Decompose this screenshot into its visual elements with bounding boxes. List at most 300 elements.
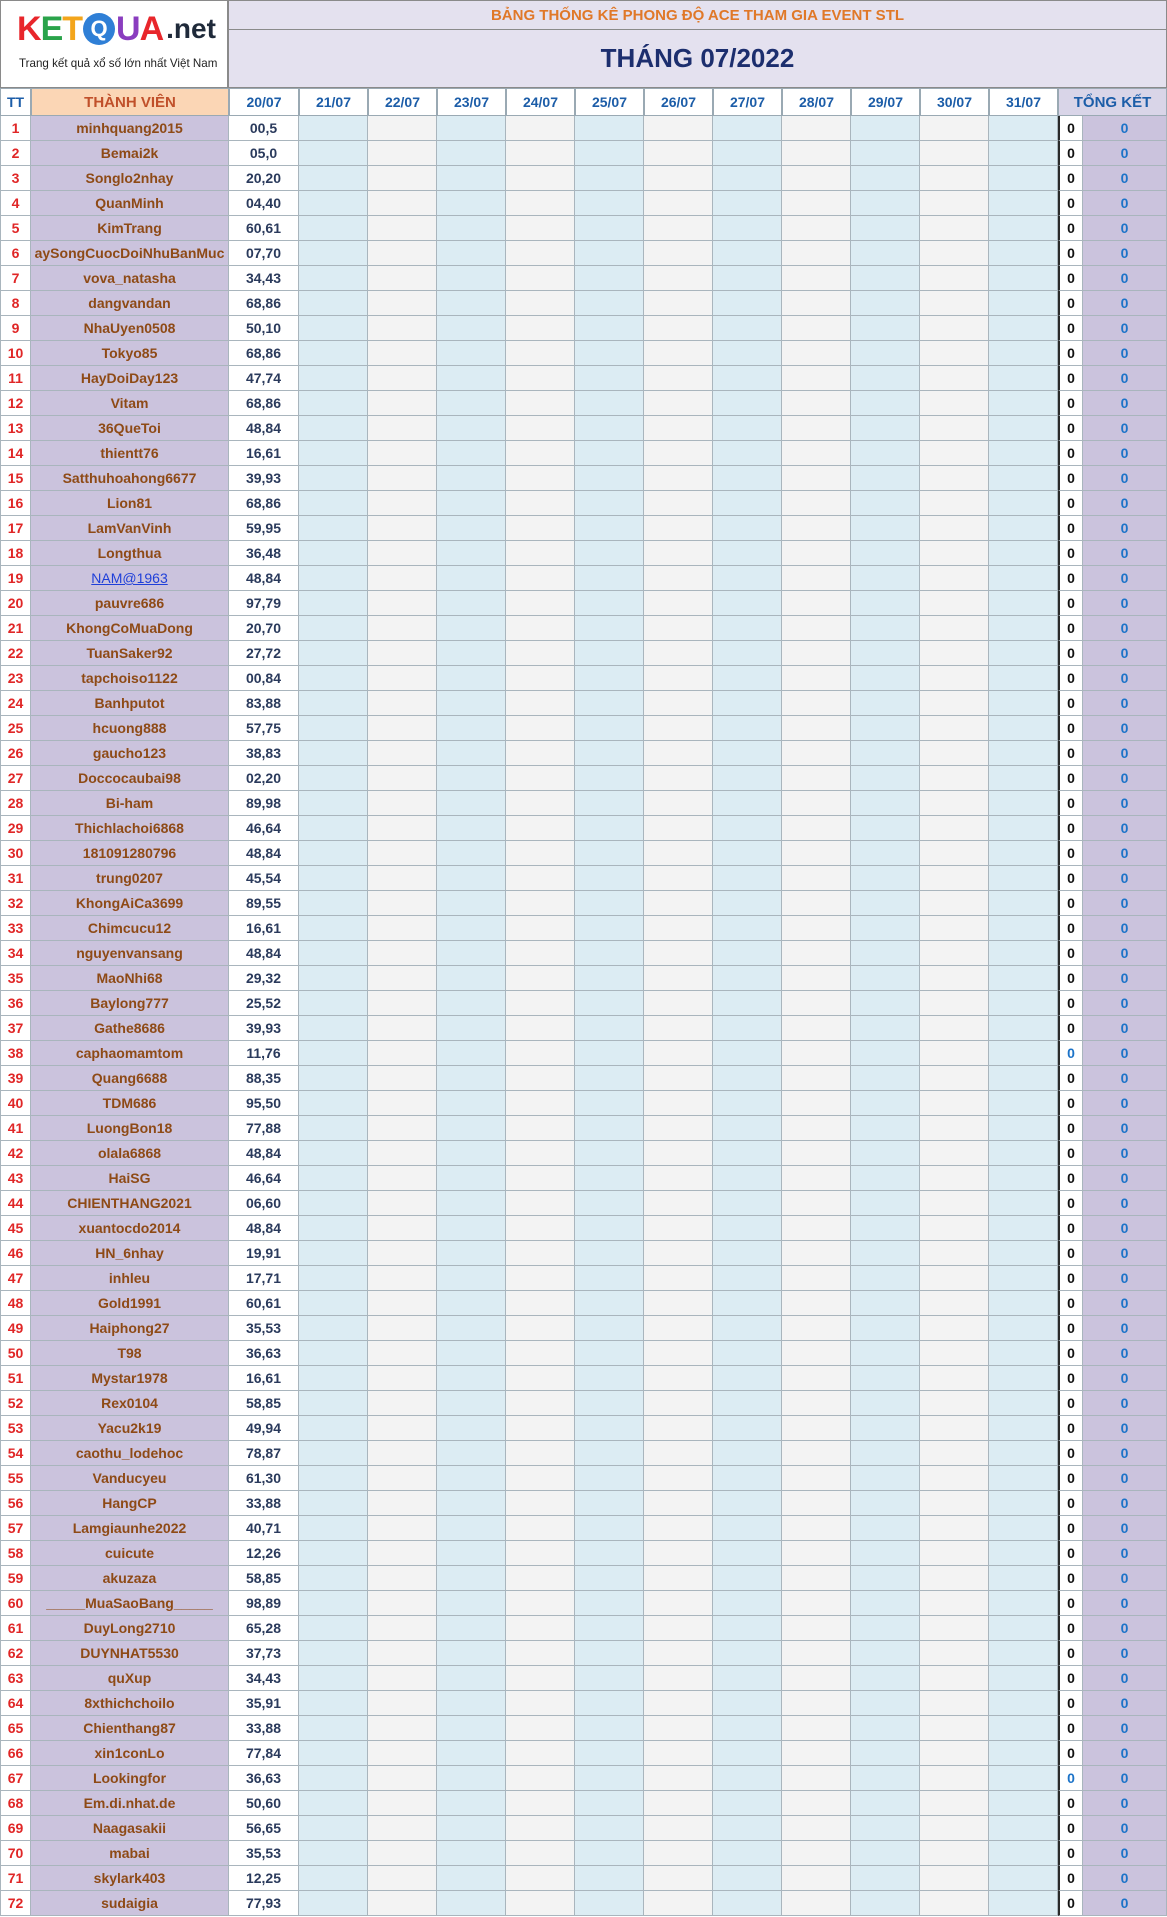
row-number: 10 — [0, 341, 31, 366]
score-cell-empty — [575, 266, 644, 291]
table-row — [0, 1391, 1167, 1416]
score-cell-empty — [368, 791, 437, 816]
member-name: Baylong777 — [31, 991, 229, 1016]
score-cell-empty — [989, 391, 1058, 416]
score-cell-empty — [506, 791, 575, 816]
score-cell-empty — [644, 1366, 713, 1391]
member-name: Vitam — [31, 391, 229, 416]
score-cell-empty — [851, 1016, 920, 1041]
row-number: 51 — [0, 1366, 31, 1391]
logo-wordmark — [17, 9, 216, 49]
score-cell-empty — [851, 1841, 920, 1866]
score-cell-empty — [644, 416, 713, 441]
score-cell-empty — [713, 1291, 782, 1316]
score-cell-empty — [437, 666, 506, 691]
score-cell-empty — [506, 1666, 575, 1691]
score-cell-empty — [506, 541, 575, 566]
score-cell-empty — [437, 1066, 506, 1091]
score-cell-empty — [920, 691, 989, 716]
score-cell-empty — [989, 1816, 1058, 1841]
member-name: Bi-ham — [31, 791, 229, 816]
score-cell-empty — [437, 791, 506, 816]
score-cell-empty — [299, 1066, 368, 1091]
score-cell-empty — [506, 1716, 575, 1741]
score-cell-empty — [437, 741, 506, 766]
score-cell-empty — [644, 741, 713, 766]
score-cell-empty — [782, 791, 851, 816]
score-cell-empty — [920, 1116, 989, 1141]
score-cell-empty — [782, 841, 851, 866]
score-cell-empty — [368, 366, 437, 391]
member-name: Lookingfor — [31, 1766, 229, 1791]
score-cell-empty — [506, 841, 575, 866]
score-cell-empty — [851, 791, 920, 816]
score-cell-empty — [368, 891, 437, 916]
total-score: 0 — [1083, 1241, 1167, 1266]
score-cell-empty — [575, 666, 644, 691]
score-cell-empty — [713, 616, 782, 641]
score-cell-empty — [368, 341, 437, 366]
logo-letter: T — [62, 10, 84, 48]
score-cell-empty — [506, 1641, 575, 1666]
score-cell-empty — [506, 766, 575, 791]
score-cell-empty — [575, 541, 644, 566]
score-cell-empty — [368, 1591, 437, 1616]
total-score: 0 — [1083, 841, 1167, 866]
total-count: 0 — [1058, 1891, 1083, 1916]
score-cell-empty — [506, 1191, 575, 1216]
total-score: 0 — [1083, 216, 1167, 241]
table-row — [0, 1516, 1167, 1541]
total-score: 0 — [1083, 791, 1167, 816]
member-name: Satthuhoahong6677 — [31, 466, 229, 491]
score-cell-empty — [644, 566, 713, 591]
total-score: 0 — [1083, 1141, 1167, 1166]
table-row — [0, 216, 1167, 241]
member-name: caothu_lodehoc — [31, 1441, 229, 1466]
score-cell-empty — [989, 1841, 1058, 1866]
total-score: 0 — [1083, 916, 1167, 941]
score-cell-empty — [713, 391, 782, 416]
score-cell-empty — [437, 966, 506, 991]
column-header-date: 25/07 — [575, 88, 644, 116]
score-cell-empty — [851, 591, 920, 616]
score-cell-empty — [644, 1416, 713, 1441]
row-number: 18 — [0, 541, 31, 566]
total-count: 0 — [1058, 1141, 1083, 1166]
score-cell-empty — [713, 1091, 782, 1116]
score-cell-empty — [989, 1766, 1058, 1791]
score-cell-empty — [851, 1866, 920, 1891]
member-name: pauvre686 — [31, 591, 229, 616]
score-cell-empty — [713, 716, 782, 741]
score-cell-empty — [437, 841, 506, 866]
score-cell-empty — [782, 1616, 851, 1641]
score-cell-empty — [782, 716, 851, 741]
member-name: skylark403 — [31, 1866, 229, 1891]
score-cell-empty — [851, 1191, 920, 1216]
score-cell-empty — [575, 1041, 644, 1066]
score-cell-empty — [644, 791, 713, 816]
score-cell-empty — [299, 141, 368, 166]
score-cell-empty — [437, 216, 506, 241]
score-cell-empty — [851, 1516, 920, 1541]
total-score: 0 — [1083, 1116, 1167, 1141]
score-cell-empty — [575, 791, 644, 816]
score-cell-empty — [713, 666, 782, 691]
member-name: Gold1991 — [31, 1291, 229, 1316]
total-score: 0 — [1083, 1841, 1167, 1866]
score-cell-empty — [368, 991, 437, 1016]
score-20-07: 58,85 — [229, 1566, 299, 1591]
total-score: 0 — [1083, 1641, 1167, 1666]
score-20-07: 36,63 — [229, 1766, 299, 1791]
row-number: 67 — [0, 1766, 31, 1791]
score-cell-empty — [851, 1616, 920, 1641]
score-cell-empty — [368, 1041, 437, 1066]
total-count: 0 — [1058, 891, 1083, 916]
score-cell-empty — [782, 1891, 851, 1916]
score-cell-empty — [851, 1316, 920, 1341]
score-cell-empty — [368, 1391, 437, 1416]
score-20-07: 83,88 — [229, 691, 299, 716]
score-cell-empty — [713, 1241, 782, 1266]
total-score: 0 — [1083, 1541, 1167, 1566]
score-cell-empty — [299, 1691, 368, 1716]
row-number: 19 — [0, 566, 31, 591]
score-cell-empty — [782, 166, 851, 191]
score-cell-empty — [368, 1141, 437, 1166]
score-cell-empty — [920, 916, 989, 941]
score-cell-empty — [368, 1466, 437, 1491]
table-row — [0, 741, 1167, 766]
score-cell-empty — [989, 816, 1058, 841]
row-number: 5 — [0, 216, 31, 241]
score-cell-empty — [782, 991, 851, 1016]
total-count: 0 — [1058, 791, 1083, 816]
score-cell-empty — [506, 1166, 575, 1191]
score-cell-empty — [782, 1091, 851, 1116]
score-cell-empty — [644, 666, 713, 691]
score-cell-empty — [989, 441, 1058, 466]
score-cell-empty — [644, 1691, 713, 1716]
score-cell-empty — [644, 1241, 713, 1266]
score-cell-empty — [437, 1191, 506, 1216]
score-cell-empty — [299, 991, 368, 1016]
total-score: 0 — [1083, 1016, 1167, 1041]
score-cell-empty — [299, 466, 368, 491]
score-20-07: 16,61 — [229, 1366, 299, 1391]
score-cell-empty — [989, 1266, 1058, 1291]
score-cell-empty — [713, 1766, 782, 1791]
row-number: 4 — [0, 191, 31, 216]
score-20-07: 48,84 — [229, 841, 299, 866]
score-cell-empty — [782, 866, 851, 891]
score-cell-empty — [644, 991, 713, 1016]
member-name: akuzaza — [31, 1566, 229, 1591]
score-cell-empty — [989, 541, 1058, 566]
total-score: 0 — [1083, 166, 1167, 191]
total-score: 0 — [1083, 1691, 1167, 1716]
score-cell-empty — [920, 541, 989, 566]
score-cell-empty — [713, 1541, 782, 1566]
score-cell-empty — [989, 716, 1058, 741]
column-header-date: 30/07 — [920, 88, 989, 116]
total-count: 0 — [1058, 1666, 1083, 1691]
score-cell-empty — [437, 1716, 506, 1741]
row-number: 38 — [0, 1041, 31, 1066]
score-cell-empty — [299, 1141, 368, 1166]
score-cell-empty — [713, 1166, 782, 1191]
score-cell-empty — [575, 1191, 644, 1216]
total-score: 0 — [1083, 816, 1167, 841]
score-cell-empty — [437, 691, 506, 716]
score-20-07: 29,32 — [229, 966, 299, 991]
score-cell-empty — [506, 266, 575, 291]
row-number: 56 — [0, 1491, 31, 1516]
score-cell-empty — [506, 641, 575, 666]
table-row — [0, 1891, 1167, 1916]
member-name: nguyenvansang — [31, 941, 229, 966]
score-cell-empty — [299, 1491, 368, 1516]
score-cell-empty — [506, 416, 575, 441]
score-cell-empty — [920, 1491, 989, 1516]
total-count: 0 — [1058, 1091, 1083, 1116]
row-number: 69 — [0, 1816, 31, 1841]
score-cell-empty — [575, 291, 644, 316]
score-cell-empty — [644, 391, 713, 416]
member-table-body — [0, 116, 1167, 1916]
score-cell-empty — [299, 416, 368, 441]
row-number: 53 — [0, 1416, 31, 1441]
score-cell-empty — [782, 1516, 851, 1541]
score-cell-empty — [644, 366, 713, 391]
score-20-07: 68,86 — [229, 341, 299, 366]
score-cell-empty — [437, 641, 506, 666]
score-cell-empty — [989, 1216, 1058, 1241]
score-cell-empty — [437, 566, 506, 591]
score-cell-empty — [368, 866, 437, 891]
member-name: aySongCuocDoiNhuBanMuc — [31, 241, 229, 266]
score-cell-empty — [575, 141, 644, 166]
score-cell-empty — [368, 1316, 437, 1341]
score-cell-empty — [368, 1716, 437, 1741]
score-cell-empty — [299, 1191, 368, 1216]
total-score: 0 — [1083, 716, 1167, 741]
score-cell-empty — [851, 1641, 920, 1666]
score-cell-empty — [368, 191, 437, 216]
total-score: 0 — [1083, 1716, 1167, 1741]
table-row — [0, 1491, 1167, 1516]
score-cell-empty — [713, 1591, 782, 1616]
total-score: 0 — [1083, 641, 1167, 666]
score-cell-empty — [506, 1516, 575, 1541]
score-cell-empty — [368, 1766, 437, 1791]
score-cell-empty — [713, 1041, 782, 1066]
score-cell-empty — [782, 1216, 851, 1241]
member-name: sudaigia — [31, 1891, 229, 1916]
total-score: 0 — [1083, 541, 1167, 566]
score-cell-empty — [299, 1341, 368, 1366]
score-cell-empty — [575, 516, 644, 541]
score-cell-empty — [782, 1841, 851, 1866]
member-name: KhongCoMuaDong — [31, 616, 229, 641]
score-cell-empty — [368, 841, 437, 866]
table-row — [0, 266, 1167, 291]
score-cell-empty — [299, 741, 368, 766]
row-number: 55 — [0, 1466, 31, 1491]
score-cell-empty — [713, 141, 782, 166]
table-row — [0, 841, 1167, 866]
score-cell-empty — [989, 266, 1058, 291]
score-cell-empty — [920, 516, 989, 541]
total-count: 0 — [1058, 291, 1083, 316]
score-cell-empty — [851, 441, 920, 466]
score-cell-empty — [368, 816, 437, 841]
score-cell-empty — [506, 741, 575, 766]
total-count: 0 — [1058, 1216, 1083, 1241]
score-cell-empty — [989, 1641, 1058, 1666]
score-cell-empty — [989, 741, 1058, 766]
score-cell-empty — [437, 266, 506, 291]
score-cell-empty — [782, 441, 851, 466]
score-cell-empty — [644, 1066, 713, 1091]
total-count: 0 — [1058, 1566, 1083, 1591]
table-row — [0, 591, 1167, 616]
score-cell-empty — [851, 141, 920, 166]
row-number: 59 — [0, 1566, 31, 1591]
score-cell-empty — [575, 1266, 644, 1291]
score-cell-empty — [782, 1641, 851, 1666]
score-cell-empty — [644, 1641, 713, 1666]
score-cell-empty — [575, 1741, 644, 1766]
total-score: 0 — [1083, 491, 1167, 516]
table-row — [0, 1241, 1167, 1266]
score-cell-empty — [299, 691, 368, 716]
score-cell-empty — [506, 366, 575, 391]
score-cell-empty — [713, 941, 782, 966]
row-number: 28 — [0, 791, 31, 816]
score-cell-empty — [713, 1866, 782, 1891]
score-cell-empty — [575, 1616, 644, 1641]
score-cell-empty — [851, 241, 920, 266]
score-cell-empty — [920, 1541, 989, 1566]
total-count: 0 — [1058, 691, 1083, 716]
total-score: 0 — [1083, 266, 1167, 291]
total-count: 0 — [1058, 141, 1083, 166]
score-cell-empty — [437, 1441, 506, 1466]
total-count: 0 — [1058, 841, 1083, 866]
score-cell-empty — [989, 1091, 1058, 1116]
score-cell-empty — [782, 466, 851, 491]
column-header-date: 29/07 — [851, 88, 920, 116]
logo-suffix: .net — [166, 13, 216, 44]
member-name: 36QueToi — [31, 416, 229, 441]
score-cell-empty — [989, 1391, 1058, 1416]
score-cell-empty — [644, 466, 713, 491]
total-count: 0 — [1058, 491, 1083, 516]
score-cell-empty — [989, 866, 1058, 891]
score-cell-empty — [644, 441, 713, 466]
row-number: 35 — [0, 966, 31, 991]
score-20-07: 25,52 — [229, 991, 299, 1016]
score-20-07: 19,91 — [229, 1241, 299, 1266]
row-number: 16 — [0, 491, 31, 516]
score-cell-empty — [368, 1566, 437, 1591]
score-cell-empty — [437, 1691, 506, 1716]
score-cell-empty — [989, 891, 1058, 916]
member-name-link[interactable]: NAM@1963 — [31, 566, 229, 591]
score-20-07: 97,79 — [229, 591, 299, 616]
score-cell-empty — [506, 1391, 575, 1416]
score-cell-empty — [851, 741, 920, 766]
score-cell-empty — [368, 1841, 437, 1866]
score-cell-empty — [644, 341, 713, 366]
score-cell-empty — [851, 1466, 920, 1491]
score-cell-empty — [437, 1341, 506, 1366]
score-cell-empty — [782, 1016, 851, 1041]
score-cell-empty — [299, 1441, 368, 1466]
score-cell-empty — [506, 441, 575, 466]
score-20-07: 89,55 — [229, 891, 299, 916]
score-cell-empty — [575, 941, 644, 966]
total-count: 0 — [1058, 341, 1083, 366]
score-20-07: 05,0 — [229, 141, 299, 166]
score-cell-empty — [713, 1266, 782, 1291]
score-cell-empty — [437, 1591, 506, 1616]
score-cell-empty — [437, 1766, 506, 1791]
score-cell-empty — [644, 1816, 713, 1841]
score-cell-empty — [920, 1516, 989, 1541]
site-logo[interactable] — [0, 0, 228, 88]
row-number: 68 — [0, 1791, 31, 1816]
score-20-07: 02,20 — [229, 766, 299, 791]
score-cell-empty — [782, 1416, 851, 1441]
score-cell-empty — [713, 216, 782, 241]
logo-letter: Q — [83, 13, 115, 45]
total-count: 0 — [1058, 216, 1083, 241]
score-cell-empty — [368, 416, 437, 441]
total-score: 0 — [1083, 666, 1167, 691]
score-20-07: 68,86 — [229, 291, 299, 316]
score-cell-empty — [299, 716, 368, 741]
score-cell-empty — [920, 816, 989, 841]
row-number: 45 — [0, 1216, 31, 1241]
logo-letter: K — [17, 10, 42, 48]
score-cell-empty — [575, 1216, 644, 1241]
score-cell-empty — [299, 1466, 368, 1491]
score-cell-empty — [851, 1116, 920, 1141]
score-cell-empty — [989, 1441, 1058, 1466]
score-cell-empty — [575, 566, 644, 591]
score-cell-empty — [713, 191, 782, 216]
score-cell-empty — [713, 1616, 782, 1641]
score-cell-empty — [368, 391, 437, 416]
score-cell-empty — [851, 666, 920, 691]
score-cell-empty — [713, 1341, 782, 1366]
total-count: 0 — [1058, 1366, 1083, 1391]
table-row — [0, 1741, 1167, 1766]
total-count: 0 — [1058, 1716, 1083, 1741]
score-cell-empty — [644, 166, 713, 191]
total-count: 0 — [1058, 1741, 1083, 1766]
score-cell-empty — [644, 966, 713, 991]
score-cell-empty — [506, 616, 575, 641]
score-cell-empty — [713, 891, 782, 916]
total-count: 0 — [1058, 1316, 1083, 1341]
score-cell-empty — [644, 1666, 713, 1691]
score-cell-empty — [644, 516, 713, 541]
